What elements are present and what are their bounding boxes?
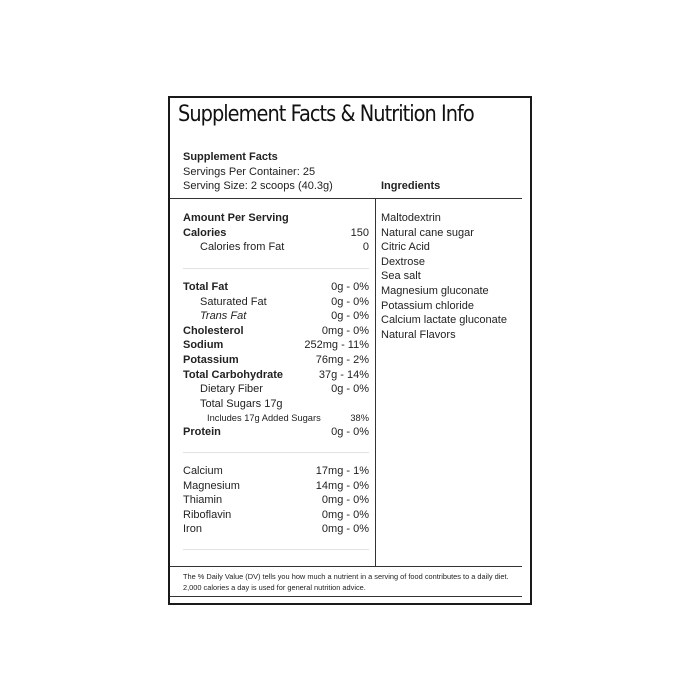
mineral-value: 0mg - 0% (321, 509, 369, 521)
ingredient-item: Citric Acid (381, 241, 430, 254)
nutrient-row (183, 353, 369, 367)
divider-bottom (170, 566, 522, 567)
nutrient-label: Trans Fat (200, 310, 247, 322)
nutrient-value: 0g - 0% (331, 281, 369, 293)
mineral-value: 0mg - 0% (321, 494, 369, 506)
nutrient-label: Saturated Fat (200, 296, 267, 308)
nutrient-row (183, 295, 369, 309)
supplement-facts-heading: Supplement Facts (183, 151, 278, 163)
ingredient-item: Potassium chloride (381, 299, 474, 312)
ingredients-heading: Ingredients (381, 180, 441, 192)
nutrient-value: 0mg - 0% (321, 325, 369, 337)
mineral-row (183, 464, 369, 478)
section-separator (183, 549, 369, 550)
ingredient-item: Maltodextrin (381, 212, 441, 224)
nutrient-row (183, 280, 369, 294)
amount-per-serving-label: Amount Per Serving (183, 212, 289, 224)
mineral-label: Thiamin (183, 494, 223, 506)
calories-row (183, 226, 369, 240)
nutrient-label: Total Sugars 17g (200, 398, 283, 410)
nutrient-value: 38% (350, 413, 369, 423)
nutrient-label: Cholesterol (183, 325, 244, 337)
mineral-value: 14mg - 0% (315, 480, 369, 492)
mineral-row (183, 479, 369, 493)
mineral-label: Iron (183, 523, 202, 535)
nutrient-value: 76mg - 2% (315, 354, 369, 366)
section-separator (183, 452, 369, 453)
divider-top (170, 198, 522, 199)
ingredient-item: Calcium lactate gluconate (381, 314, 507, 327)
nutrient-row (183, 382, 369, 396)
page-title: Supplement Facts & Nutrition Info (178, 102, 474, 127)
nutrient-value: 37g - 14% (318, 369, 369, 381)
footnote-line: 2,000 calories a day is used for general nutrition advice. (183, 583, 366, 592)
footnote-line: The % Daily Value (DV) tells you how much a nutrient in a serving of food contributes to a daily diet. (183, 572, 509, 581)
ingredient-item: Natural cane sugar (381, 226, 474, 239)
mineral-value: 17mg - 1% (315, 465, 369, 477)
servings-per-container: Servings Per Container: 25 (183, 165, 316, 178)
nutrient-value: 150 (350, 227, 369, 239)
ingredient-item: Natural Flavors (381, 328, 456, 341)
nutrient-value: 0g - 0% (331, 426, 369, 438)
nutrient-label: Total Carbohydrate (183, 369, 284, 381)
amount-per-serving (183, 211, 369, 225)
mineral-label: Calcium (183, 465, 223, 477)
nutrient-value: 0 (362, 241, 369, 253)
nutrient-label: Protein (183, 426, 221, 438)
nutrient-value: 0g - 0% (331, 310, 369, 322)
nutrient-row (183, 368, 369, 382)
ingredients-list (381, 211, 507, 342)
divider-footer (170, 596, 522, 597)
ingredient-item: Sea salt (381, 270, 421, 283)
nutrient-value: 0g - 0% (331, 296, 369, 308)
nutrient-row (183, 425, 369, 439)
mineral-label: Riboflavin (183, 509, 232, 521)
divider-vertical (375, 198, 376, 566)
nutrient-label: Includes 17g Added Sugars (207, 413, 321, 423)
nutrient-row (183, 411, 369, 425)
serving-info (183, 150, 333, 194)
nutrient-label: Total Fat (183, 281, 229, 293)
nutrient-label: Calories (183, 227, 227, 239)
nutrient-row (183, 324, 369, 338)
serving-size: Serving Size: 2 scoops (40.3g) (183, 180, 333, 193)
nutrient-label: Calories from Fat (200, 241, 285, 253)
calories-from-fat-row (183, 240, 369, 254)
nutrition-panel (168, 96, 532, 605)
nutrient-row (183, 338, 369, 352)
nutrient-label: Potassium (183, 354, 239, 366)
mineral-value: 0mg - 0% (321, 523, 369, 535)
nutrient-label: Dietary Fiber (200, 383, 263, 395)
mineral-row (183, 508, 369, 522)
nutrient-value: 0g - 0% (331, 383, 369, 395)
ingredient-item: Dextrose (381, 255, 426, 268)
ingredient-item: Magnesium gluconate (381, 284, 489, 297)
mineral-row (183, 522, 369, 536)
section-separator (183, 268, 369, 269)
mineral-row (183, 493, 369, 507)
nutrient-value: 252mg - 11% (304, 339, 369, 351)
nutrient-row (183, 397, 369, 411)
daily-value-footnote (183, 571, 509, 593)
nutrient-label: Sodium (183, 339, 224, 351)
nutrient-row (183, 309, 369, 323)
mineral-label: Magnesium (183, 480, 240, 492)
